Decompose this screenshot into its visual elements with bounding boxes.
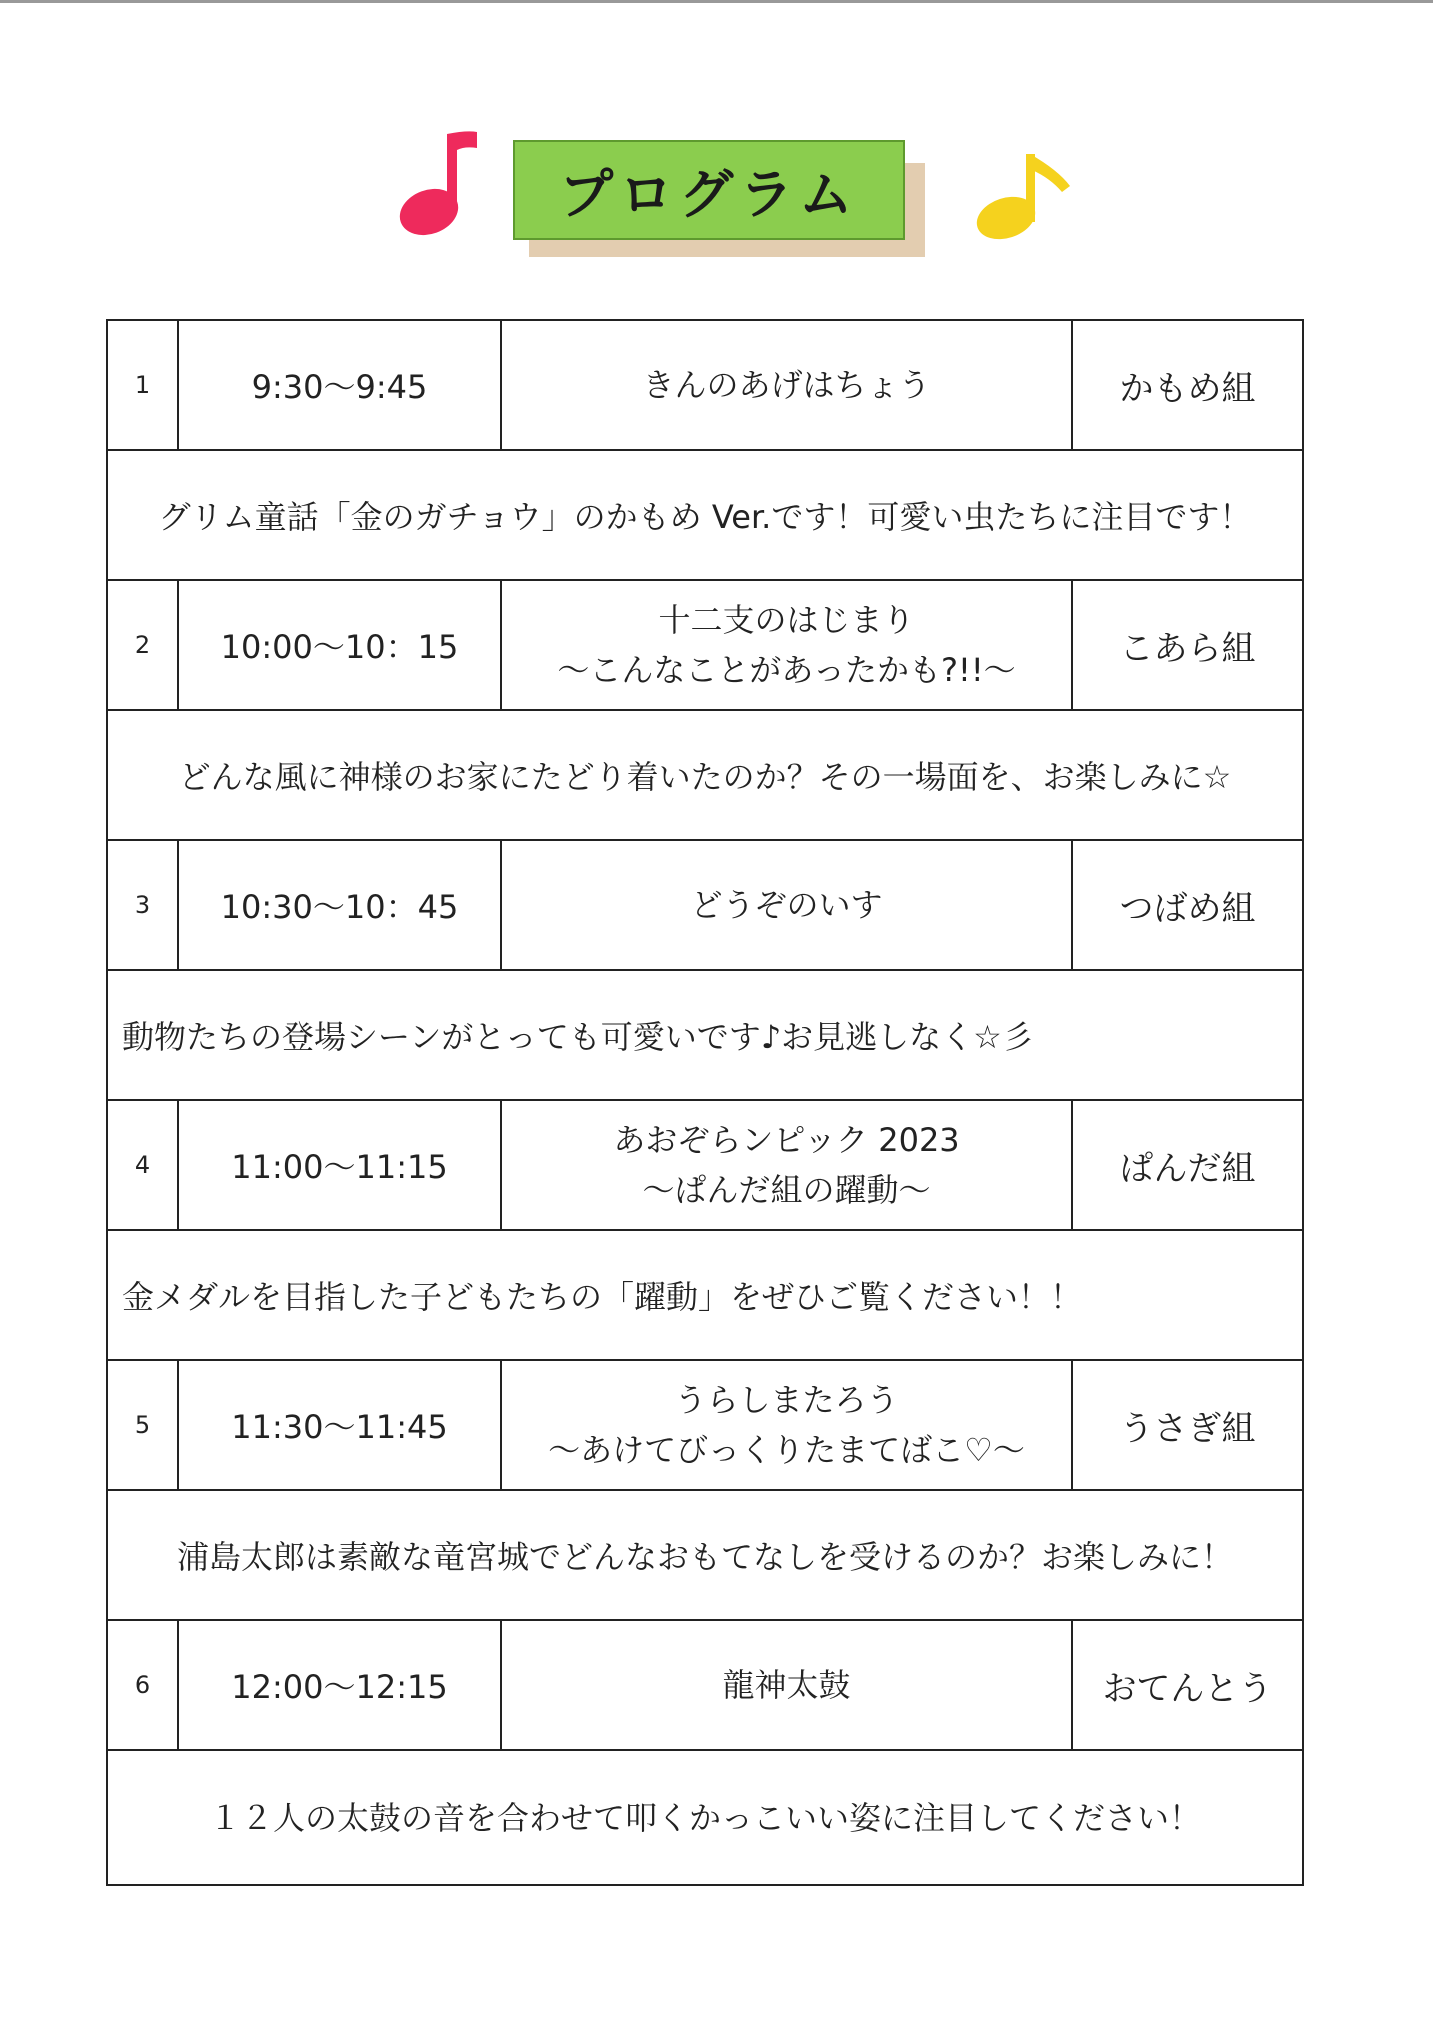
item-title-line2: ～あけてびっくりたまてばこ♡～ bbox=[548, 1431, 1025, 1469]
item-time: 9:30～9:45 bbox=[179, 321, 502, 449]
item-title bbox=[502, 1361, 1073, 1489]
music-note-icon bbox=[395, 128, 485, 243]
item-class: かもめ組 bbox=[1119, 368, 1256, 409]
item-time: 12:00～12:15 bbox=[179, 1621, 502, 1749]
item-class: つばめ組 bbox=[1119, 888, 1256, 929]
item-number: 5 bbox=[108, 1361, 179, 1489]
item-number: 2 bbox=[108, 581, 179, 709]
program-table bbox=[106, 319, 1304, 1886]
description-row bbox=[108, 451, 1302, 581]
description-row bbox=[108, 711, 1302, 841]
item-title-line1: うらしまたろう bbox=[674, 1381, 899, 1419]
description-row bbox=[108, 1231, 1302, 1361]
item-description: 動物たちの登場シーンがとっても可愛いです♪お見逃しなく☆彡 bbox=[122, 1018, 1034, 1056]
program-row bbox=[108, 581, 1302, 711]
item-title-line1: 龍神太鼓 bbox=[722, 1666, 851, 1704]
item-time: 11:00～11:15 bbox=[179, 1101, 502, 1229]
item-title-line1: 十二支のはじまり bbox=[658, 601, 915, 639]
item-title bbox=[502, 1101, 1073, 1229]
item-title bbox=[502, 581, 1073, 709]
item-number: 6 bbox=[108, 1621, 179, 1749]
page-title: プログラム bbox=[513, 140, 905, 240]
item-title bbox=[502, 1621, 1073, 1749]
program-row bbox=[108, 841, 1302, 971]
program-row bbox=[108, 1621, 1302, 1751]
item-title-line2: ～ぱんだ組の躍動～ bbox=[642, 1171, 931, 1209]
page-top-edge bbox=[0, 0, 1433, 3]
item-title-line1: あおぞらンピック 2023 bbox=[613, 1121, 960, 1159]
item-time: 10:00～10：15 bbox=[179, 581, 502, 709]
item-class: おてんとう bbox=[1102, 1668, 1273, 1709]
item-title bbox=[502, 841, 1073, 969]
item-title-line1: きんのあげはちょう bbox=[642, 366, 931, 404]
program-row bbox=[108, 321, 1302, 451]
description-row bbox=[108, 971, 1302, 1101]
item-description: 金メダルを目指した子どもたちの「躍動」をぜひご覧ください！！ bbox=[122, 1278, 1083, 1316]
item-number: 4 bbox=[108, 1101, 179, 1229]
program-row bbox=[108, 1101, 1302, 1231]
item-title-line2: ～こんなことがあったかも?!!～ bbox=[557, 651, 1016, 689]
description-row bbox=[108, 1751, 1302, 1880]
item-class: こあら組 bbox=[1119, 628, 1256, 669]
item-class: うさぎ組 bbox=[1119, 1408, 1256, 1449]
item-description: 浦島太郎は素敵な竜宮城でどんなおもてなしを受けるのか？お楽しみに！ bbox=[176, 1538, 1233, 1576]
item-title-line1: どうぞのいす bbox=[690, 886, 883, 924]
item-number: 1 bbox=[108, 321, 179, 449]
item-description: グリム童話「金のガチョウ」のかもめ Ver.です！可愛い虫たちに注目です！ bbox=[158, 498, 1252, 536]
description-row bbox=[108, 1491, 1302, 1621]
item-time: 11:30～11:45 bbox=[179, 1361, 502, 1489]
item-title bbox=[502, 321, 1073, 449]
program-row bbox=[108, 1361, 1302, 1491]
item-class: ぱんだ組 bbox=[1119, 1148, 1256, 1189]
music-note-icon bbox=[970, 150, 1075, 250]
item-number: 3 bbox=[108, 841, 179, 969]
item-time: 10:30～10：45 bbox=[179, 841, 502, 969]
item-description: １２人の太鼓の音を合わせて叩くかっこいい姿に注目してください！ bbox=[208, 1798, 1201, 1837]
item-description: どんな風に神様のお家にたどり着いたのか？その一場面を、お楽しみに☆ bbox=[178, 758, 1232, 796]
